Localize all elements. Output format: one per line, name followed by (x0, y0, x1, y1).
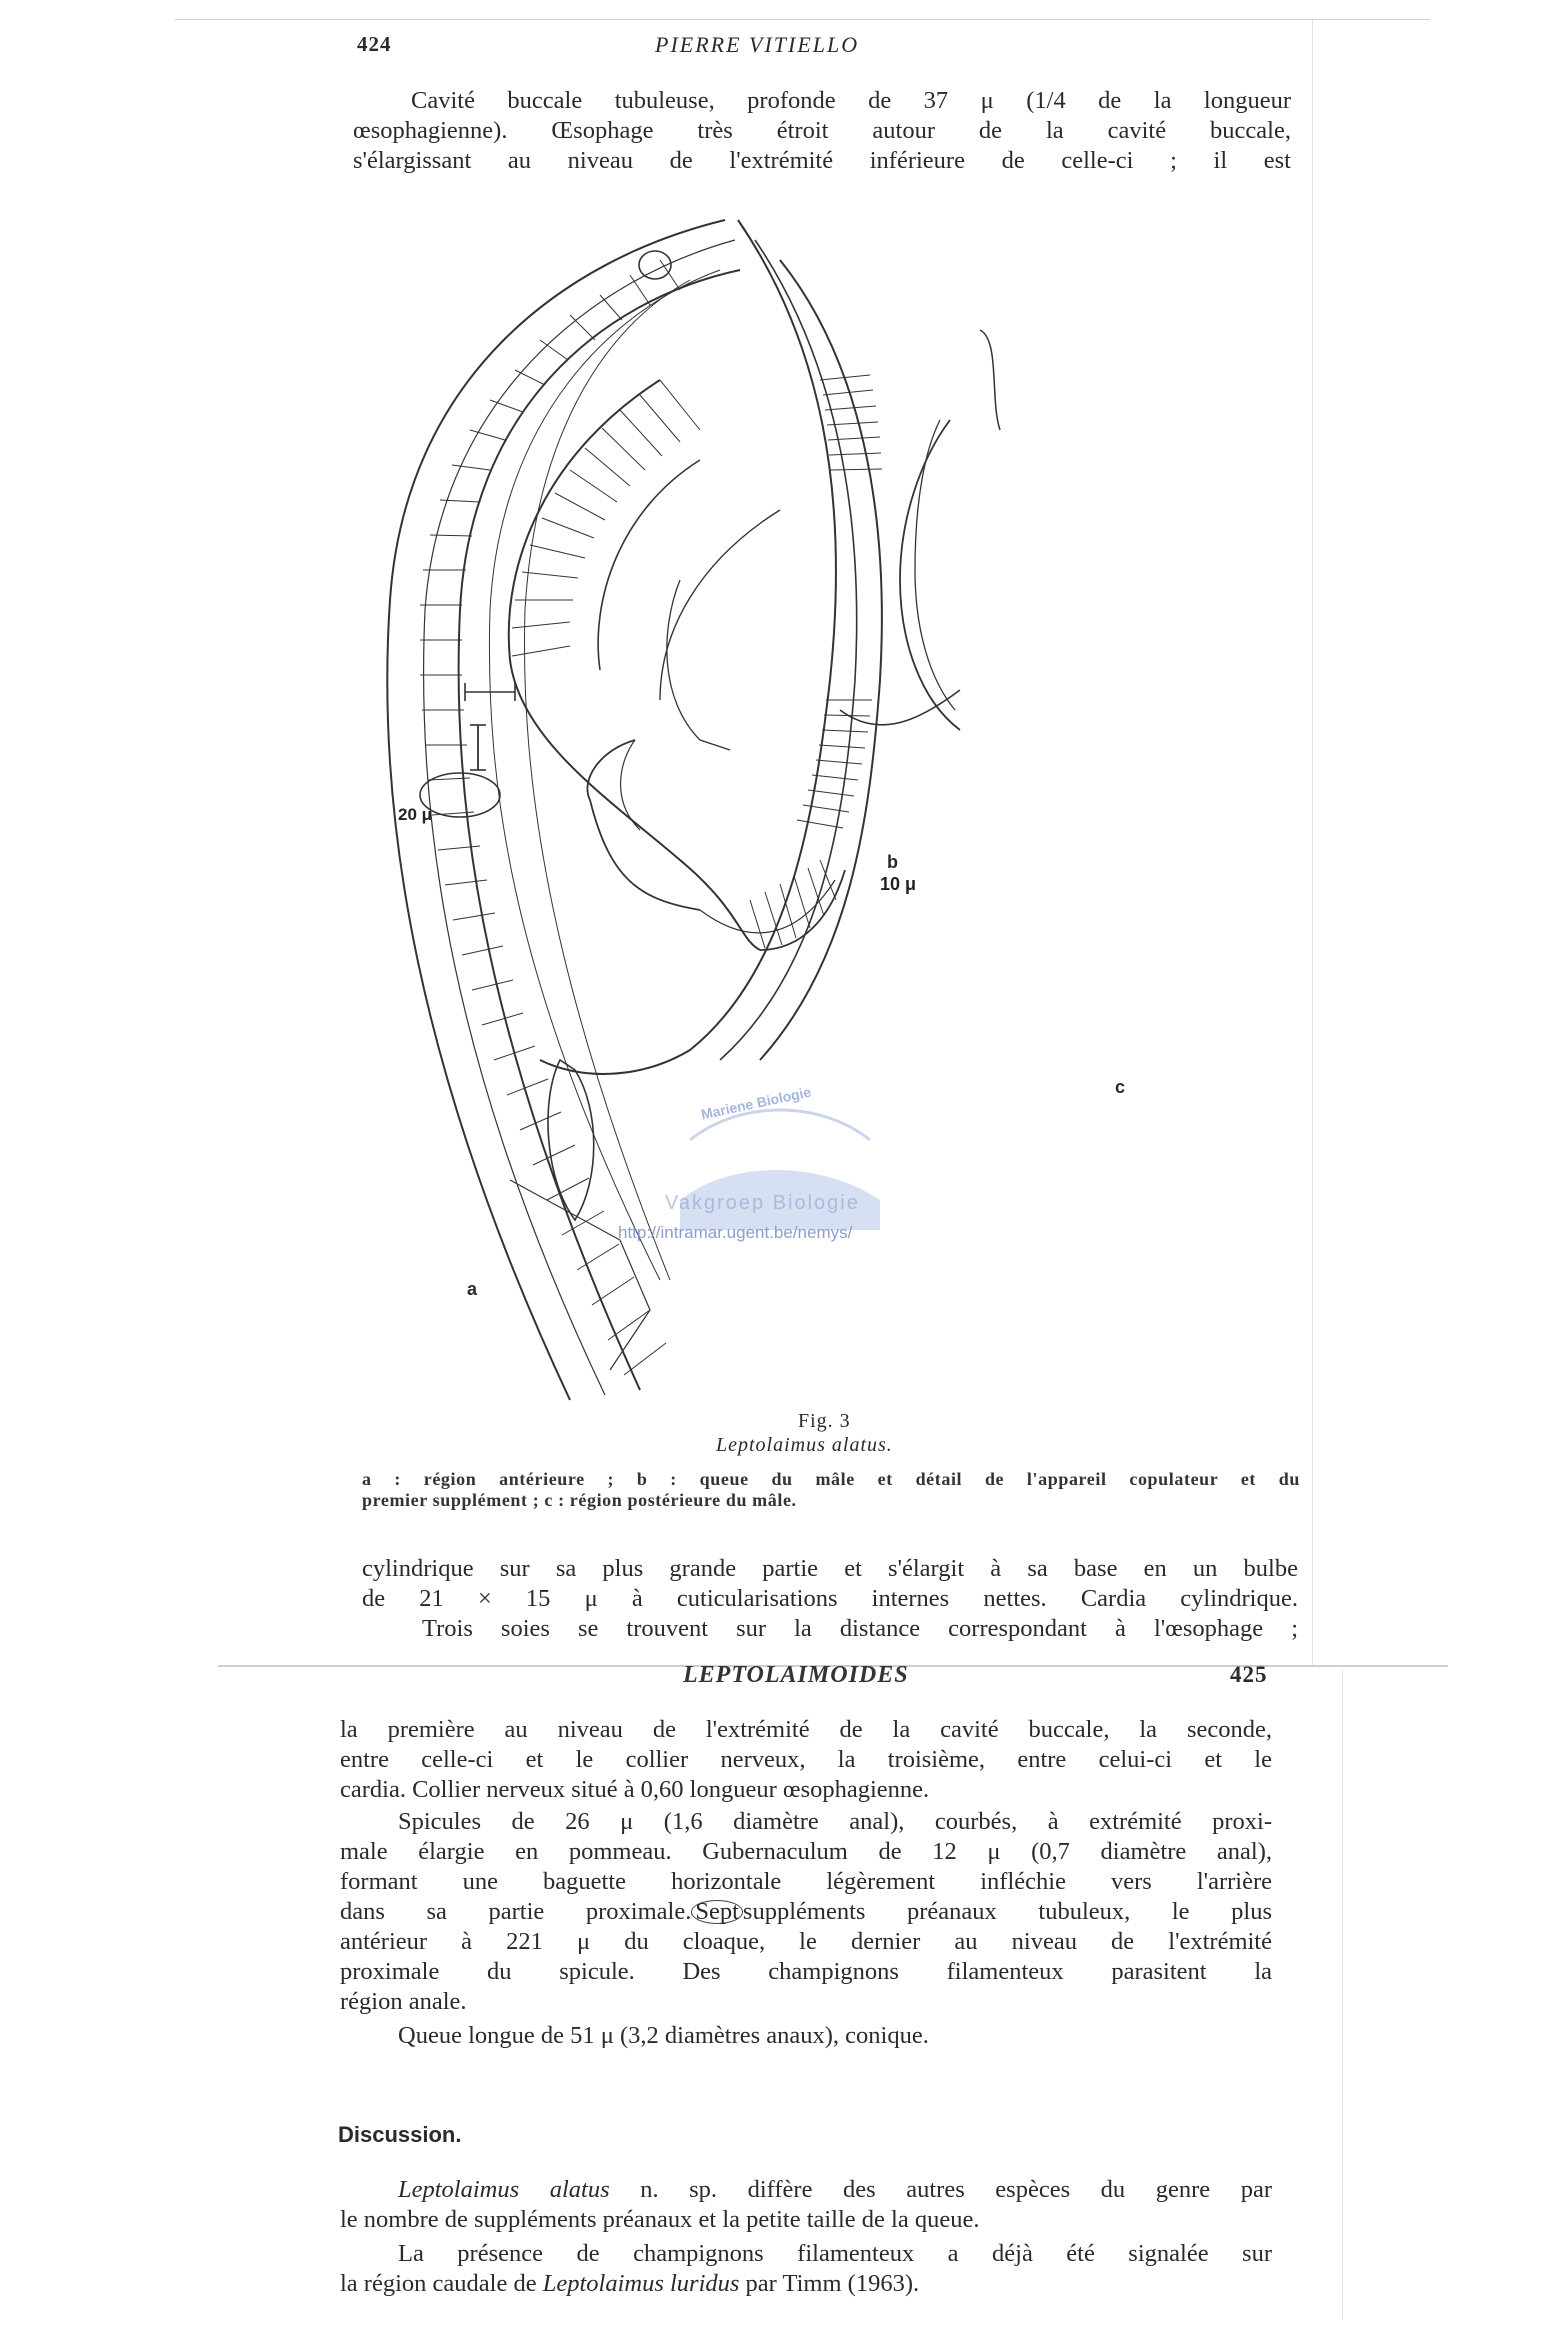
running-title-left: PIERRE VITIELLO (655, 32, 860, 57)
caption-line: a : région antérieure ; b : queue du mâle et détail de l'appareil copulateur et du (362, 1469, 1300, 1489)
panel-label-c: c (1115, 1077, 1126, 1097)
text-fragment: par Timm (1963). (739, 2270, 920, 2297)
page-edge-right-lower (1342, 1670, 1343, 2320)
text-fragment: n. sp. diffère des autres espèces du genre par (609, 2176, 1273, 2203)
watermark-subtitle: Vakgroep Biologie (665, 1192, 860, 1214)
text-line (340, 2175, 1272, 2205)
scale-bar-10: 10 μ (880, 874, 917, 894)
caption-line: premier supplément ; c : région postérieure du mâle. (362, 1490, 797, 1510)
page-number-left: 424 (357, 32, 392, 56)
circled-word: Sept (691, 1900, 743, 1924)
text-line: entre celle-ci et le collier nerveux, la troisième, entre celui-ci et le (340, 1746, 1272, 1773)
text-line: le nombre de suppléments préanaux et la petite taille de la queue. (340, 2206, 980, 2233)
watermark-arc-text: Mariene Biologie (699, 1083, 813, 1123)
watermark-url: http://intramar.ugent.be/nemys/ (618, 1223, 853, 1242)
paragraph-425 (340, 1715, 1272, 2051)
species-name: Leptolaimus luridus (542, 2270, 740, 2297)
text-line: s'élargissant au niveau de l'extrémité inférieure de celle-ci ; il est (353, 147, 1291, 174)
running-title-right: LEPTOLAIMOIDES (683, 1662, 909, 1688)
svg-text:20 μ: 20 μ (398, 805, 433, 824)
text-fragment: la région caudale de (340, 2270, 543, 2297)
text-line (340, 2269, 1272, 2299)
text-fragment: suppléments préanaux tubuleux, le plus (742, 1898, 1272, 1925)
text-line: cardia. Collier nerveux situé à 0,60 longueur œsophagienne. (340, 1776, 930, 1803)
text-line: Cavité buccale tubuleuse, profonde de 37 μ (1/4 de la longueur (411, 87, 1291, 114)
text-line: de 21 × 15 μ à cuticularisations internes nettes. Cardia cylindrique. (362, 1585, 1298, 1612)
text-line: région anale. (340, 1988, 467, 2015)
text-fragment: dans sa partie proximale. (340, 1898, 692, 1925)
text-line: formant une baguette horizontale légèrement infléchie vers l'arrière (340, 1868, 1272, 1895)
text-line: male élargie en pommeau. Gubernaculum de 12 μ (0,7 diamètre anal), (340, 1838, 1272, 1865)
text-line-sept (340, 1897, 1272, 1927)
text-line: cylindrique sur sa plus grande partie et s'élargit à sa base en un bulbe (362, 1555, 1298, 1582)
text-line: Spicules de 26 μ (1,6 diamètre anal), courbés, à extrémité proxi- (398, 1808, 1272, 1835)
text-line: œsophagienne). Œsophage très étroit autour de la cavité buccale, (353, 117, 1291, 144)
text-line: Queue longue de 51 μ (3,2 diamètres anaux), conique. (398, 2022, 929, 2049)
text-line: Trois soies se trouvent sur la distance correspondant à l'œsophage ; (422, 1615, 1298, 1642)
species-name: Leptolaimus alatus (398, 2176, 610, 2203)
paragraph-discussion (340, 2175, 1272, 2299)
text-line: antérieur à 221 μ du cloaque, le dernier au niveau de l'extrémité (340, 1928, 1272, 1955)
figure-caption-title: Fig. 3 (798, 1410, 851, 1432)
text-line: La présence de champignons filamenteux a déjà été signalée sur (398, 2240, 1272, 2267)
discussion-heading: Discussion. (338, 2122, 462, 2147)
paragraph-middle (362, 1554, 1298, 1644)
figure-caption-text (362, 1469, 1300, 1511)
text-line: la première au niveau de l'extrémité de la cavité buccale, la seconde, (340, 1716, 1272, 1743)
page-number-right: 425 (1230, 1662, 1268, 1687)
page-edge-top (175, 19, 1430, 20)
panel-label-a: a (467, 1279, 478, 1299)
panel-label-b: b (887, 852, 898, 872)
text-line: proximale du spicule. Des champignons filamenteux parasitent la (340, 1958, 1272, 1985)
figure-caption-species: Leptolaimus alatus. (716, 1434, 893, 1456)
paragraph-top (353, 86, 1291, 176)
